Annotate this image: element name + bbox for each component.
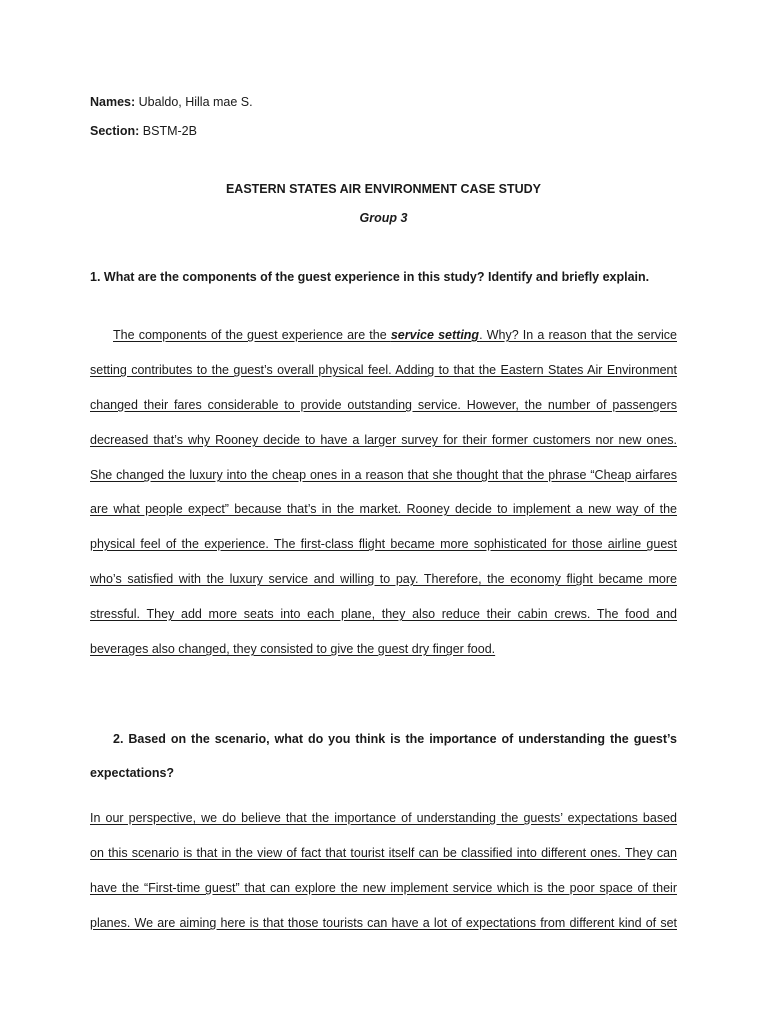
answer-2-line-3: have the “First-time guest” that can explore the new implement service which is the poor space of their — [90, 881, 677, 895]
answer-1-line-6: are what people expect” because that’s in the market. Rooney decide to implement a new way of the — [90, 502, 677, 516]
group-label: Group 3 — [359, 211, 408, 225]
answer-1-line-8: who’s satisfied with the luxury service and willing to pay. Therefore, the economy flight became more — [90, 572, 677, 586]
answer-1-line-3: changed their fares considerable to provide outstanding service. However, the number of passengers — [90, 398, 677, 412]
answer-1-line-9: stressful. They add more seats into each plane, they also reduce their cabin crews. The food and — [90, 607, 677, 621]
answer-2-line-4: planes. We are aiming here is that those tourists can have a lot of expectations from different kind of set — [90, 916, 677, 930]
service-setting-emphasis: service setting — [390, 328, 480, 342]
document-title: EASTERN STATES AIR ENVIRONMENT CASE STUDY — [225, 182, 542, 196]
question-2-line-1: 2. Based on the scenario, what do you think is the importance of understanding the guest’s — [113, 732, 677, 746]
answer-2-line-1: In our perspective, we do believe that the importance of understanding the guests’ expectations based — [90, 811, 677, 825]
answer-1-line-2: setting contributes to the guest’s overall physical feel. Adding to that the Eastern States Air Environment — [90, 363, 677, 377]
answer-1-line-5: She changed the luxury into the cheap ones in a reason that she thought that the phrase “Cheap airfares — [90, 468, 677, 482]
names-line — [90, 94, 253, 110]
question-2-line-2: expectations? — [90, 766, 175, 780]
answer-1-line-4: decreased that’s why Rooney decide to have a larger survey for their former customers nor new ones. — [90, 433, 677, 447]
names-label: Names: — [90, 95, 136, 109]
section-label: Section: — [90, 124, 140, 138]
question-1: 1. What are the components of the guest experience in this study? Identify and briefly explain. — [90, 270, 650, 284]
section-line — [90, 123, 197, 139]
section-value: BSTM-2B — [142, 124, 197, 138]
answer-1-line-1: The components of the guest experience are the service setting. Why? In a reason that the service — [113, 328, 677, 342]
answer-1-line-7: physical feel of the experience. The first-class flight became more sophisticated for those airline guest — [90, 537, 677, 551]
answer-1-line-10: beverages also changed, they consisted to give the guest dry finger food. — [90, 642, 496, 656]
answer-2-line-2: on this scenario is that in the view of fact that tourist itself can be classified into different ones. They can — [90, 846, 677, 860]
names-value: Ubaldo, Hilla mae S. — [138, 95, 253, 109]
